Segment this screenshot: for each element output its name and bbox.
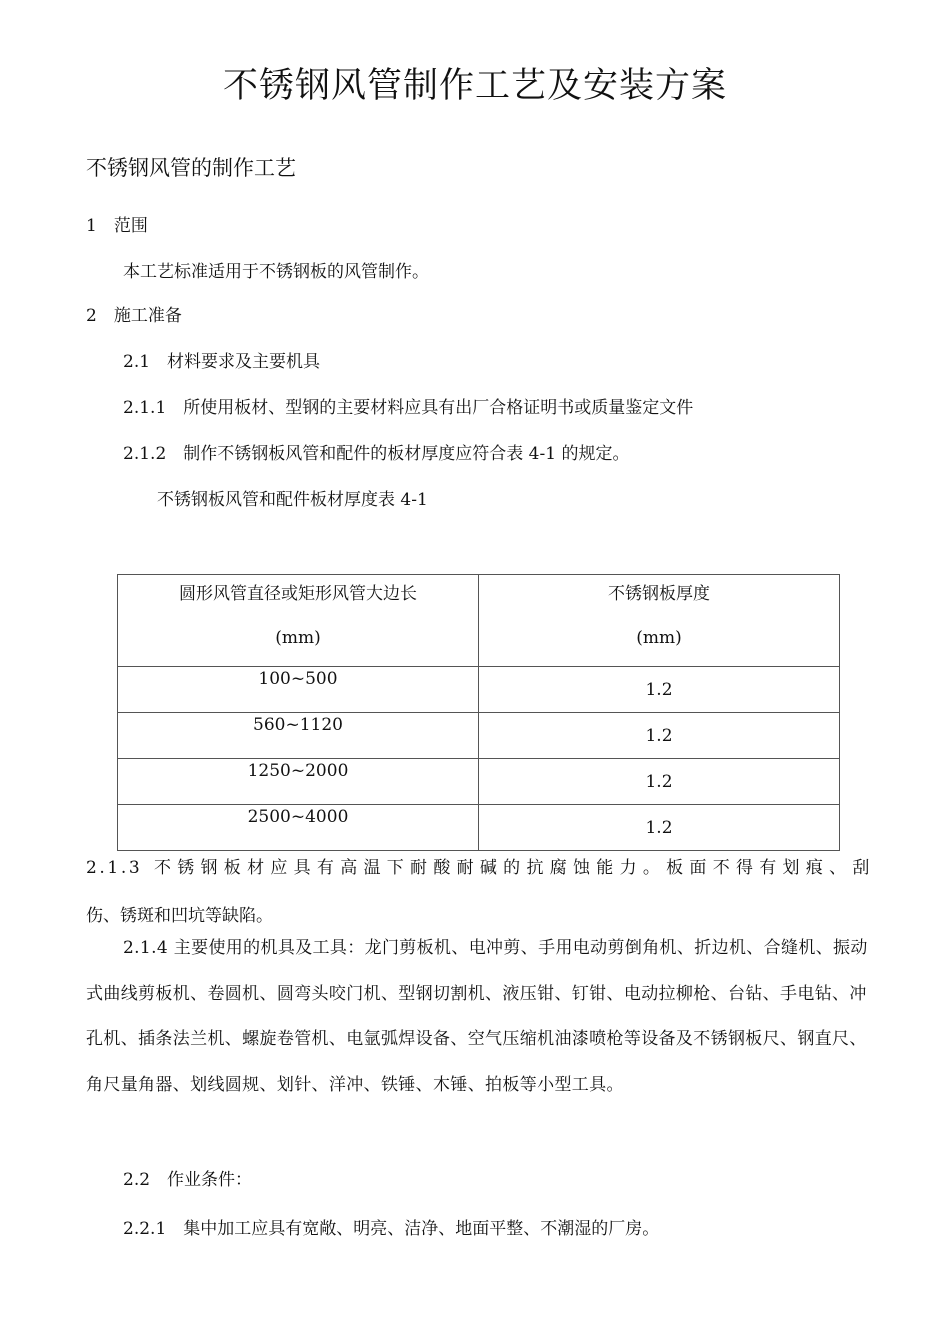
thickness-cell: 1.2 — [645, 772, 673, 792]
table-header-row — [118, 575, 840, 667]
paragraph-scope: 本工艺标准适用于不锈钢板的风管制作。 — [123, 262, 429, 282]
table-row — [118, 713, 840, 759]
table-row — [118, 805, 840, 851]
header-size-label: 圆形风管直径或矩形风管大边长 — [179, 584, 417, 604]
table-header-cell — [118, 575, 479, 667]
thickness-cell: 1.2 — [645, 726, 673, 746]
thickness-cell: 1.2 — [645, 818, 673, 838]
section-subtitle: 不锈钢风管的制作工艺 — [86, 156, 296, 180]
thickness-table — [117, 574, 840, 851]
paragraph-2-1-3-line2: 伤、锈斑和凹坑等缺陷。 — [86, 906, 273, 926]
header-thickness-unit: (mm) — [636, 628, 682, 648]
header-thickness-label: 不锈钢板厚度 — [608, 584, 710, 604]
table-header-cell — [479, 575, 840, 667]
paragraph-2-1-4: 2.1.4 主要使用的机具及工具：龙门剪板机、电冲剪、手用电动剪倒角机、折边机、合缝机、振动式曲线剪板机、卷圆机、圆弯头咬门机、型钢切割机、液压钳、钉钳、电动拉柳枪、台钻、手电钻、冲孔机、插条法兰机、螺旋卷管机、电氩弧焊设备、空气压缩机油漆喷枪等设备及不锈钢板尺、钢直尺、角尺量角器、划线圆规、划针、洋冲、铁锤、木锤、拍板等小型工具。 — [86, 938, 868, 1095]
document-title: 不锈钢风管制作工艺及安装方案 — [222, 66, 727, 106]
size-cell: 2500~4000 — [247, 807, 349, 827]
paragraph-2-2-1: 2.2.1 集中加工应具有宽敞、明亮、洁净、地面平整、不潮湿的厂房。 — [123, 1219, 660, 1239]
paragraph-2-1-2: 2.1.2 制作不锈钢板风管和配件的板材厚度应符合表 4-1 的规定。 — [123, 444, 630, 464]
size-cell: 100~500 — [258, 669, 338, 689]
paragraph-2-1-1: 2.1.1 所使用板材、型钢的主要材料应具有出厂合格证明书或质量鉴定文件 — [123, 398, 694, 418]
heading-work-conditions: 2.2 作业条件： — [123, 1170, 253, 1190]
header-size-unit: (mm) — [275, 628, 321, 648]
heading-scope: 1 范围 — [86, 216, 148, 236]
table-row — [118, 759, 840, 805]
heading-materials: 2.1 材料要求及主要机具 — [123, 352, 321, 372]
size-cell: 560~1120 — [253, 715, 343, 735]
table-row — [118, 667, 840, 713]
table-caption: 不锈钢板风管和配件板材厚度表 4-1 — [157, 490, 428, 510]
thickness-cell: 1.2 — [645, 680, 673, 700]
size-cell: 1250~2000 — [247, 761, 349, 781]
paragraph-2-1-3-line1: 2.1.3 不锈钢板材应具有高温下耐酸耐碱的抗腐蚀能力。板面不得有划痕、刮 — [86, 858, 872, 878]
heading-preparation: 2 施工准备 — [86, 306, 182, 326]
